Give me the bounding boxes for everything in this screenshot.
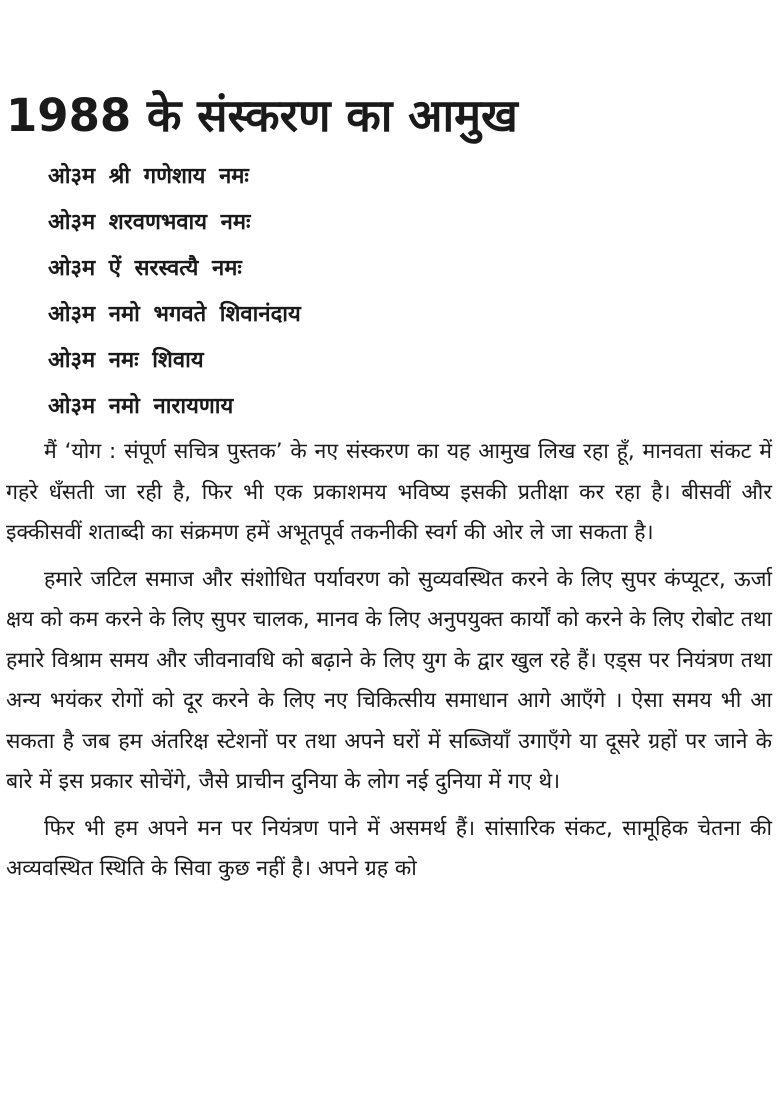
invocation-line: ओ३म शरवणभवाय नमः <box>48 210 251 235</box>
invocation-line: ओ३म नमो नारायणाय <box>48 394 234 419</box>
invocation-line: ओ३म श्री गणेशाय नमः <box>48 164 249 189</box>
page-title: 1988 के संस्करण का आमुख <box>6 89 518 142</box>
body-paragraph: मैं ‘योग : संपूर्ण सचित्र पुस्तक’ के नए संस्करण का यह आमुख लिख रहा हूँ, मानवता संकट में गहरे धँसती जा रही है, फिर भी एक प्रकाशमय भविष्य इसकी प्रतीक्षा कर रहा है। बीसवीं और इक्कीसवीं शताब्दी का संक्रमण हमें अभूतपूर्व तकनीकी स्वर्ग की ओर ले जा सकता है। <box>6 439 772 545</box>
invocation-line: ओ३म नमः शिवाय <box>48 348 204 373</box>
invocation-line: ओ३म नमो भगवते शिवानंदाय <box>48 302 301 327</box>
invocation-line: ओ३म ऐं सरस्वत्यै नमः <box>48 256 242 281</box>
body-paragraph: फिर भी हम अपने मन पर नियंत्रण पाने में असमर्थ हैं। सांसारिक संकट, सामूहिक चेतना की अव्यवस्थित स्थिति के सिवा कुछ नहीं है। अपने ग्रह को <box>6 815 772 881</box>
body-paragraph: हमारे जटिल समाज और संशोधित पर्यावरण को सुव्यवस्थित करने के लिए सुपर कंप्यूटर, ऊर्जा क्षय को कम करने के लिए सुपर चालक, मानव के लिए अनुपयुक्त कार्यों को करने के लिए रोबोट तथा हमारे विश्राम समय और जीवनावधि को बढ़ाने के लिए युग के द्वार खुल रहे हैं। एड्स पर नियंत्रण तथा अन्य भयंकर रोगों को दूर करने के लिए नए चिकित्सीय समाधान आगे आएँगे । ऐसा समय भी आ सकता है जब हम अंतरिक्ष स्टेशनों पर तथा अपने घरों में सब्जियाँ उगाएँगे या दूसरे ग्रहों पर जाने के बारे में इस प्रकार सोचेंगे, जैसे प्राचीन दुनिया के लोग नई दुनिया में गए थे। <box>6 566 772 794</box>
invocation-list <box>6 154 772 430</box>
